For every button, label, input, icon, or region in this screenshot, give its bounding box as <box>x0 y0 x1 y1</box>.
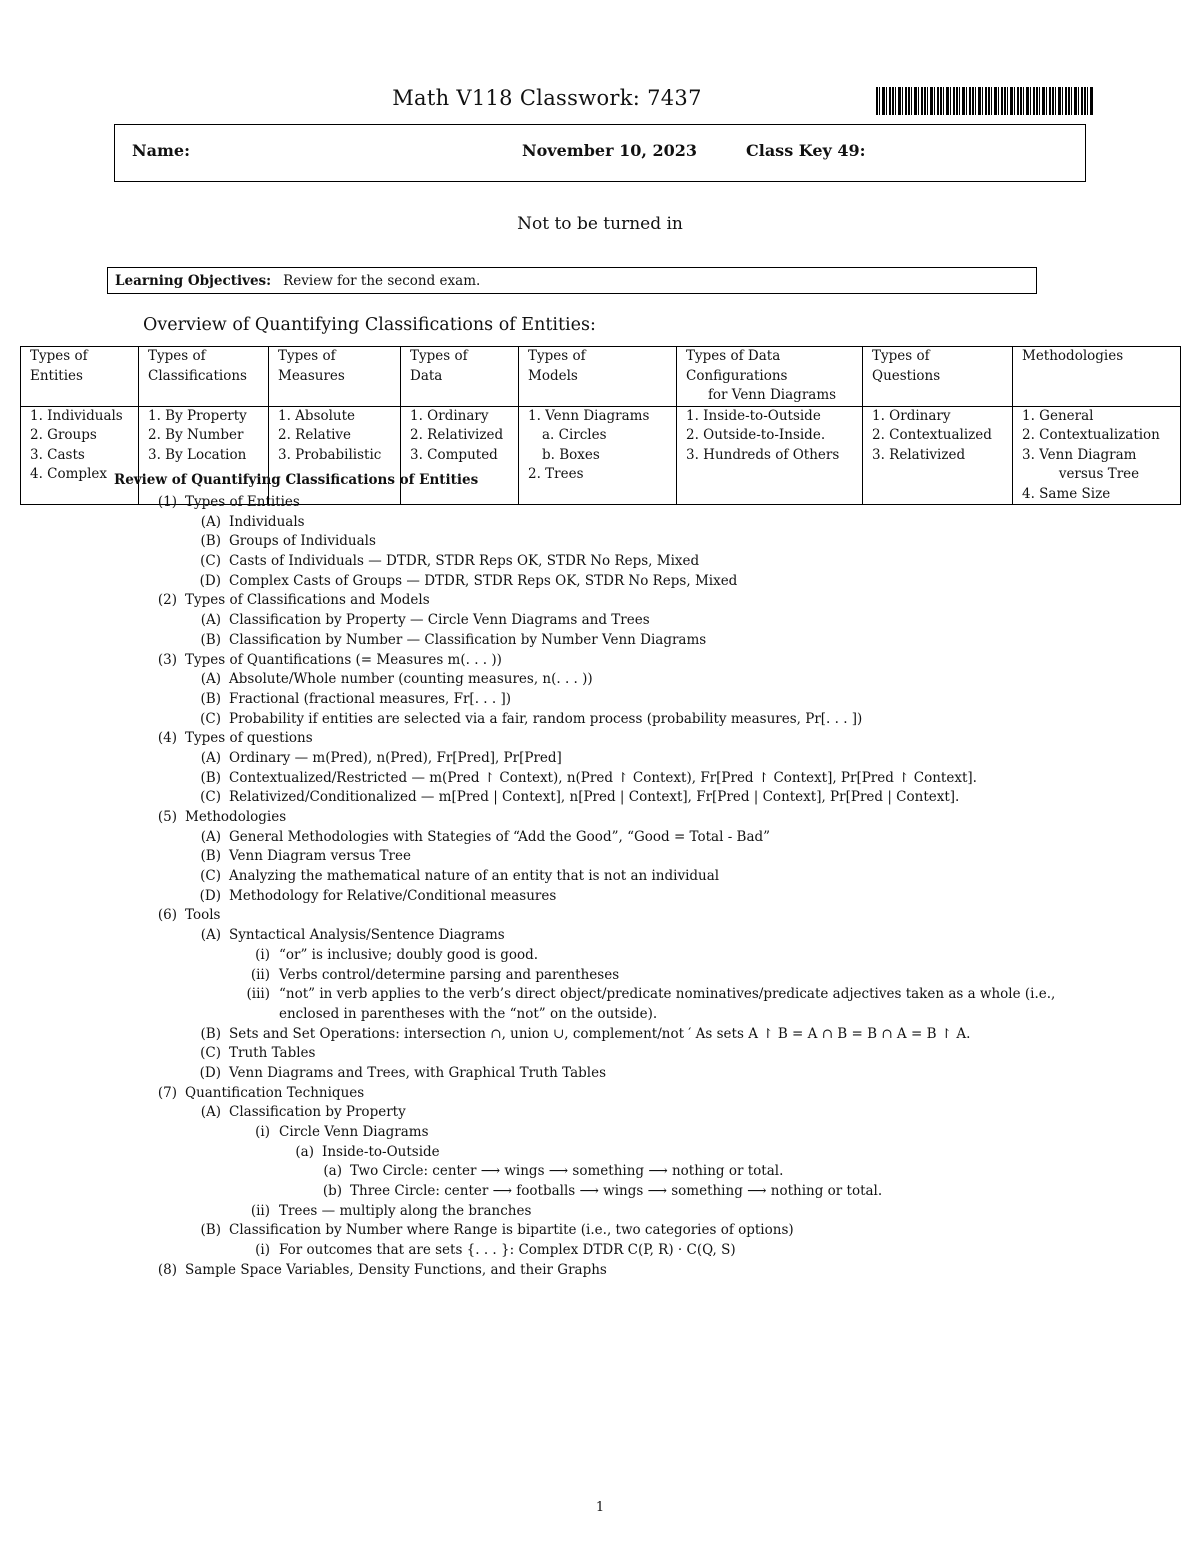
col-questions-header: Types of Questions <box>863 347 1013 407</box>
outline-item <box>0 985 1200 1005</box>
outline-item-label: (D) <box>199 572 221 589</box>
outline-item <box>0 867 1200 887</box>
outline-item <box>0 572 1200 592</box>
outline-item-text: Syntactical Analysis/Sentence Diagrams <box>229 927 505 944</box>
outline-item-text: Sample Space Variables, Density Functions, and their Graphs <box>185 1261 607 1278</box>
outline-item-label: (A) <box>200 671 221 688</box>
not-turned-in-notice: Not to be turned in <box>517 214 683 234</box>
outline-item-label: (B) <box>200 690 221 707</box>
col-entities-items: 1. Individuals 2. Groups 3. Casts 4. Complex <box>21 406 139 505</box>
outline-item-label: (C) <box>200 868 221 885</box>
col-configurations-header: Types of Data Configurations for Venn Diagrams <box>677 347 863 407</box>
outline-item <box>0 769 1200 789</box>
outline-item <box>0 690 1200 710</box>
outline-item-text: “or” is inclusive; doubly good is good. <box>279 946 539 963</box>
outline-item-label: (A) <box>200 749 221 766</box>
col-entities-header: Types of Entities <box>21 347 139 407</box>
outline-item-text: For outcomes that are sets {. . . }: Complex DTDR C(P, R) · C(Q, S) <box>279 1242 736 1259</box>
outline-item <box>0 1162 1200 1182</box>
outline-item-text: Groups of Individuals <box>229 533 376 550</box>
outline-item-text: Quantification Techniques <box>185 1084 365 1101</box>
outline-item-label: (a) <box>323 1163 342 1180</box>
outline-item-label: (C) <box>200 710 221 727</box>
outline-item-text: Absolute/Whole number (counting measures, n(. . . )) <box>229 671 593 688</box>
outline-item <box>0 670 1200 690</box>
name-box <box>114 124 1086 182</box>
outline-item-text: Three Circle: center ⟶ footballs ⟶ wings ⟶ something ⟶ nothing or total. <box>350 1183 883 1200</box>
outline-item-label: (3) <box>157 651 177 668</box>
outline-item <box>0 1202 1200 1222</box>
outline-item-text: Classification by Number — Classification by Number Venn Diagrams <box>229 631 707 648</box>
learning-objectives-box <box>107 267 1037 294</box>
col-configurations-items: 1. Inside-to-Outside 2. Outside-to-Inside. 3. Hundreds of Others <box>677 406 863 505</box>
outline-item-label: (7) <box>157 1084 177 1101</box>
outline-item-text: Types of Entities <box>185 494 300 510</box>
outline-item <box>0 532 1200 552</box>
outline-item <box>0 493 1200 513</box>
outline-item-text: Truth Tables <box>229 1045 316 1062</box>
outline-item-text: Contextualized/Restricted — m(Pred ↾ Context), n(Pred ↾ Context), Fr[Pred ↾ Context], Pr[Pred ↾ Context]. <box>229 769 977 786</box>
outline-item-label: (B) <box>200 533 221 550</box>
col-questions-items: 1. Ordinary 2. Contextualized 3. Relativized <box>863 406 1013 505</box>
outline-item-text: Venn Diagrams and Trees, with Graphical Truth Tables <box>229 1064 607 1081</box>
outline-item-text: Types of questions <box>185 730 313 747</box>
outline-item <box>0 946 1200 966</box>
outline-item-text: Types of Classifications and Models <box>185 592 430 609</box>
outline-item-label: (b) <box>322 1183 342 1200</box>
outline-item <box>0 1064 1200 1084</box>
review-outline <box>0 493 1200 1281</box>
outline-item <box>0 808 1200 828</box>
outline-item-label: (A) <box>200 1104 221 1121</box>
outline-item-text: Types of Quantifications (= Measures m(. . . )) <box>185 651 502 668</box>
outline-item <box>0 651 1200 671</box>
outline-item-text: Tools <box>185 907 221 924</box>
page-number: 1 <box>595 1500 605 1515</box>
outline-item-label: (i) <box>255 946 270 963</box>
outline-item <box>0 926 1200 946</box>
col-classifications-items: 1. By Property 2. By Number 3. By Location <box>139 406 269 505</box>
outline-item-label: (D) <box>199 1064 221 1081</box>
outline-item-text: Venn Diagram versus Tree <box>229 848 411 865</box>
outline-item <box>0 906 1200 926</box>
outline-item <box>0 631 1200 651</box>
outline-item <box>0 513 1200 533</box>
outline-item <box>0 1241 1200 1261</box>
name-label: Name: <box>132 141 191 160</box>
outline-item <box>0 1084 1200 1104</box>
outline-item <box>0 591 1200 611</box>
class-key-label: Class Key 49: <box>746 141 866 160</box>
outline-item-text: Trees — multiply along the branches <box>279 1202 532 1219</box>
outline-item-text: Analyzing the mathematical nature of an entity that is not an individual <box>229 868 720 885</box>
col-models-header: Types of Models <box>519 347 677 407</box>
outline-item <box>0 1025 1200 1045</box>
outline-item <box>0 887 1200 907</box>
outline-item-text: Probability if entities are selected via a fair, random process (probability measures, Pr[. . . ]) <box>229 710 863 727</box>
outline-item <box>0 1005 1200 1025</box>
outline-item <box>0 1143 1200 1163</box>
outline-item-text: Sets and Set Operations: intersection ∩, union ∪, complement/not ′ As sets A ↾ B = A ∩ B = B ∩ A = B ↾ A. <box>229 1025 971 1042</box>
col-measures-items: 1. Absolute 2. Relative 3. Probabilistic <box>269 406 401 505</box>
date-label: November 10, 2023 <box>522 141 698 160</box>
overview-title: Overview of Quantifying Classifications of Entities: <box>143 315 596 335</box>
outline-item-text: Complex Casts of Groups — DTDR, STDR Reps OK, STDR No Reps, Mixed <box>229 572 738 589</box>
outline-item <box>0 552 1200 572</box>
outline-item <box>0 828 1200 848</box>
outline-item-label: (ii) <box>250 1202 270 1219</box>
outline-item-text: Individuals <box>229 513 305 530</box>
outline-item <box>0 847 1200 867</box>
col-methodologies-items: 1. General 2. Contextualization 3. Venn Diagram versus Tree 4. Same Size <box>1013 406 1181 505</box>
objectives-text: Review for the second exam. <box>283 273 481 289</box>
outline-item <box>0 729 1200 749</box>
outline-item-text: General Methodologies with Stategies of “Add the Good”, “Good = Total - Bad” <box>229 828 771 845</box>
outline-item-label: (B) <box>200 1025 221 1042</box>
outline-item <box>0 710 1200 730</box>
outline-item <box>0 749 1200 769</box>
outline-item-label: (B) <box>200 769 221 786</box>
outline-item-label: (2) <box>157 592 177 609</box>
page-title: Math V118 Classwork: 7437 <box>392 86 702 110</box>
outline-item-label: (A) <box>200 927 221 944</box>
outline-item <box>0 1123 1200 1143</box>
outline-item-label: (A) <box>200 513 221 530</box>
outline-item-text: Methodology for Relative/Conditional measures <box>229 887 557 904</box>
outline-item <box>0 1103 1200 1123</box>
outline-item-label: (B) <box>200 1222 221 1239</box>
outline-item-text: Verbs control/determine parsing and parentheses <box>279 966 620 983</box>
outline-item-text: Inside-to-Outside <box>322 1143 440 1160</box>
outline-item-label: (ii) <box>250 966 270 983</box>
col-data-header: Types of Data <box>401 347 519 407</box>
barcode <box>876 87 1094 115</box>
outline-item-text: Fractional (fractional measures, Fr[. . . ]) <box>229 690 511 707</box>
outline-item-label: (A) <box>200 828 221 845</box>
outline-item <box>0 1044 1200 1064</box>
outline-item-text: Casts of Individuals — DTDR, STDR Reps OK, STDR No Reps, Mixed <box>229 553 700 570</box>
outline-item-label: (A) <box>200 612 221 629</box>
outline-item-label: (4) <box>157 730 177 747</box>
col-measures-header: Types of Measures <box>269 347 401 407</box>
outline-item-label: (6) <box>157 907 177 924</box>
outline-item <box>0 611 1200 631</box>
outline-item-text: Classification by Property <box>229 1104 406 1121</box>
outline-item-text: Classification by Number where Range is bipartite (i.e., two categories of options) <box>229 1222 794 1239</box>
col-data-items: 1. Ordinary 2. Relativized 3. Computed <box>401 406 519 505</box>
outline-item-text: Classification by Property — Circle Venn Diagrams and Trees <box>229 612 650 629</box>
outline-item <box>0 1261 1200 1281</box>
outline-item-text: Two Circle: center ⟶ wings ⟶ something ⟶ nothing or total. <box>350 1163 784 1180</box>
col-models-items: 1. Venn Diagrams a. Circles b. Boxes 2. Trees <box>519 406 677 505</box>
outline-item-text: “not” in verb applies to the verb’s direct object/predicate nominatives/predicate adjectives taken as a whole (i.e., <box>279 986 1056 1003</box>
outline-item-text: Relativized/Conditionalized — m[Pred | Context], n[Pred | Context], Fr[Pred | Context], Pr[Pred | Context]. <box>229 789 960 806</box>
outline-item <box>0 966 1200 986</box>
outline-item <box>0 788 1200 808</box>
review-title: Review of Quantifying Classifications of Entities <box>114 472 479 488</box>
outline-item-label: (B) <box>200 631 221 648</box>
outline-item-label: (8) <box>157 1261 177 1278</box>
outline-item-label: (B) <box>200 848 221 865</box>
outline-item-label: (C) <box>200 789 221 806</box>
outline-item-label: (5) <box>157 809 177 825</box>
outline-item-text: Ordinary — m(Pred), n(Pred), Fr[Pred], Pr[Pred] <box>229 749 562 766</box>
outline-item <box>0 1221 1200 1241</box>
outline-item-label: (a) <box>295 1143 314 1160</box>
outline-item-label: (iii) <box>246 986 270 1003</box>
objectives-label: Learning Objectives: <box>115 273 272 289</box>
outline-item-label: (C) <box>200 1045 221 1062</box>
outline-item <box>0 1182 1200 1202</box>
col-classifications-header: Types of Classifications <box>139 347 269 407</box>
outline-item-text: Circle Venn Diagrams <box>279 1124 429 1140</box>
outline-item-text: enclosed in parentheses with the “not” on the outside). <box>279 1005 658 1022</box>
outline-item-label: (C) <box>200 553 221 570</box>
col-methodologies-header: Methodologies <box>1013 347 1181 407</box>
outline-item-label: (1) <box>157 494 177 510</box>
outline-item-text: Methodologies <box>185 809 287 825</box>
outline-item-label: (i) <box>255 1242 270 1259</box>
outline-item-label: (i) <box>255 1124 270 1140</box>
outline-item-label: (D) <box>199 887 221 904</box>
